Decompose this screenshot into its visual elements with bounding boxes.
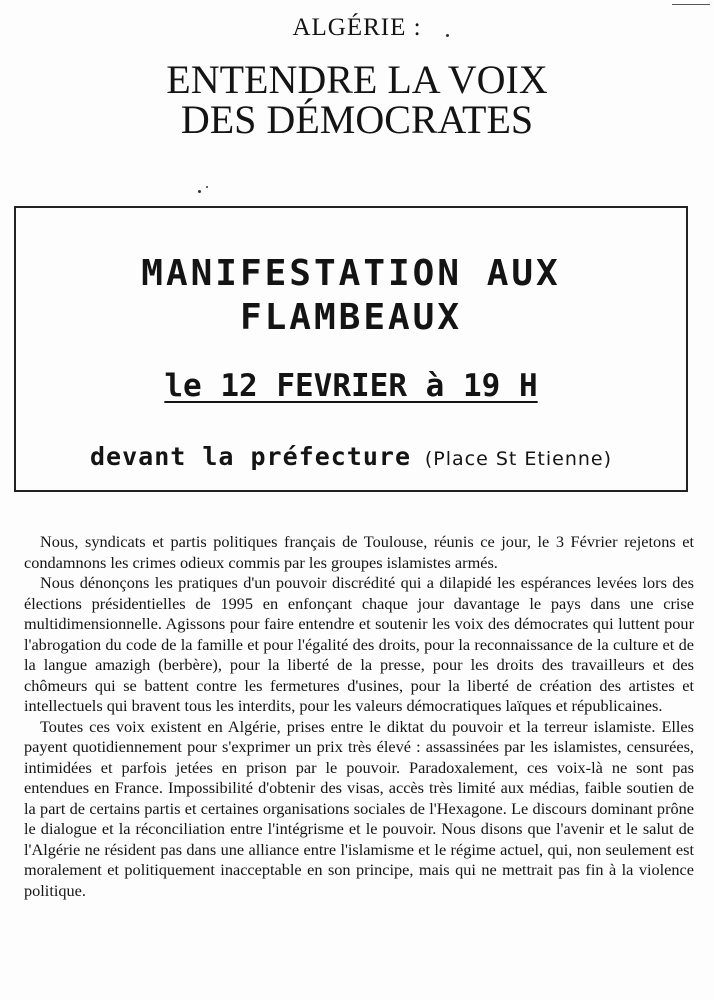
corner-mark [672, 0, 710, 5]
main-headline [0, 57, 714, 142]
announcement-date: le 12 FEVRIER à 19 H [164, 368, 538, 404]
place-main: devant la préfecture [89, 442, 412, 471]
kicker-heading: ALGÉRIE : [292, 14, 422, 41]
announcement-box [14, 206, 688, 492]
scan-speck [206, 186, 208, 188]
announcement-title-line-1: MANIFESTATION AUX [141, 253, 561, 294]
announcement-date-row [16, 368, 686, 404]
body-paragraph: Nous dénonçons les pratiques d'un pouvoir discrédité qui a dilapidé les espérances levées lors des élections présidentielles de 1995 en enfonçant chaque jour davantage le pays dans une crise multidimensionnelle. Agissons pour faire entendre et soutenir les voix des démocrates qui luttent pour l'abrogation du code de la famille et pour l'égalité des droits, pour la reconnaissance de la culture et de la langue amazigh (berbère), pour la liberté de la presse, pour les droits des travailleurs et des chômeurs qui se battent contre les fermetures d'usines, pour la liberté de création des artistes et intellectuels qui bravent tous les interdits, pour les valeurs démocratiques laïques et républicaines. [24, 573, 694, 715]
headline-line-2: DES DÉMOCRATES [180, 97, 534, 142]
body-paragraph: Nous, syndicats et partis politiques français de Toulouse, réunis ce jour, le 3 Février rejetons et condamnons les crimes odieux commis par les groupes islamistes armés. [24, 532, 694, 572]
headline-line-1: ENTENDRE LA VOIX [166, 57, 548, 102]
announcement-title [16, 252, 686, 340]
body-text [24, 532, 694, 901]
body-paragraph: Toutes ces voix existent en Algérie, prises entre le diktat du pouvoir et la terreur islamiste. Elles payent quotidiennement pour s'exprimer un prix très élevé : assassinées par les islamistes, censurées, intimidées et parfois jetées en prison par le pouvoir. Paradoxalement, ces voix-là ne sont pas entendues en France. Impossibilité d'obtenir des visas, accès très limité aux médias, faible soutien de la part de certains partis et certaines organisations sociales de l'Hexagone. Le discours dominant prône le dialogue et la réconciliation entre l'intégrisme et le pouvoir. Nous disons que l'avenir et le salut de l'Algérie ne résident pas dans une alliance entre l'islamisme et le régime actuel, qui, non seulement est moralement et politiquement inacceptable en son principe, mais qui ne mettrait pas fin à la violence politique. [24, 716, 694, 900]
announcement-title-line-2: FLAMBEAUX [239, 297, 463, 338]
scan-speck [198, 190, 201, 193]
place-detail: (Place St Etienne) [424, 448, 613, 470]
scan-speck [446, 34, 449, 37]
announcement-place [16, 442, 686, 471]
